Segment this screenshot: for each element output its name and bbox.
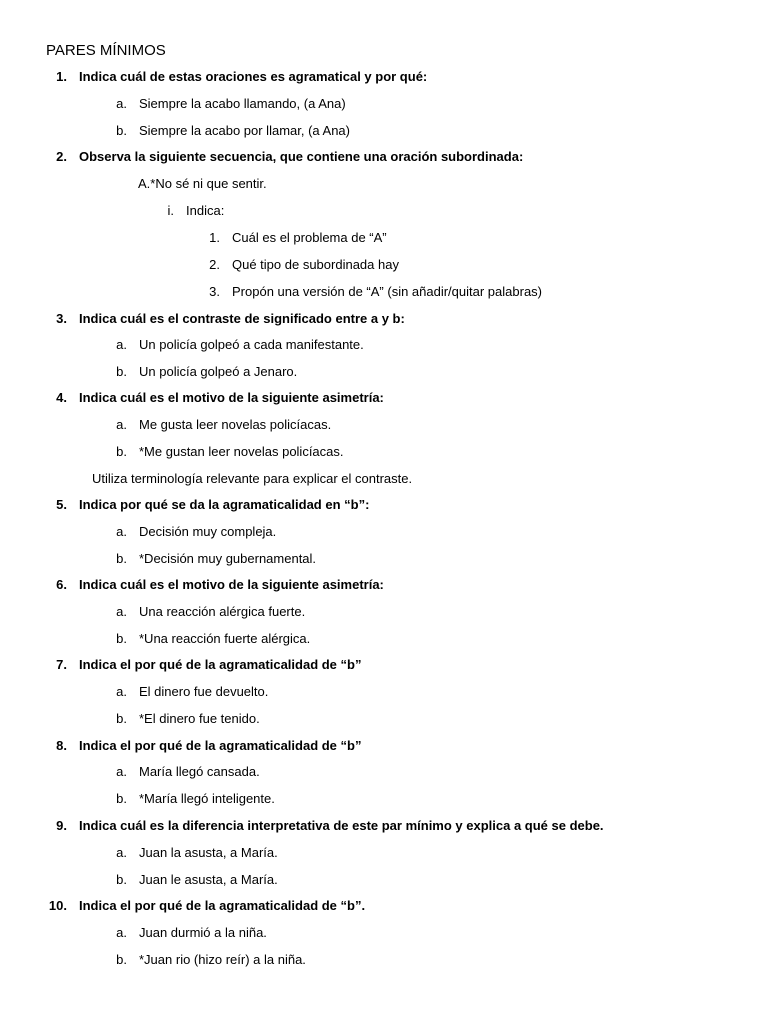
question-item — [0, 657, 768, 673]
item-text: A.*No sé ni que sentir. — [138, 176, 267, 191]
item-text: Juan la asusta, a María. — [139, 845, 278, 860]
list-marker: b. — [116, 711, 127, 726]
item-text: Indica cuál es el motivo de la siguiente asimetría: — [79, 577, 384, 592]
item-text: Indica cuál es la diferencia interpretativa de este par mínimo y explica a qué se debe. — [79, 818, 604, 833]
list-marker: 2. — [209, 257, 220, 272]
list-marker: a. — [116, 96, 127, 111]
item-text: *El dinero fue tenido. — [139, 711, 260, 726]
item-text: María llegó cansada. — [139, 764, 260, 779]
list-marker: 1. — [209, 230, 220, 245]
list-item — [0, 791, 768, 807]
list-item — [0, 337, 768, 353]
list-marker: a. — [116, 684, 127, 699]
item-text: El dinero fue devuelto. — [139, 684, 269, 699]
item-text: Indica cuál de estas oraciones es agramatical y por qué: — [79, 69, 428, 84]
question-item — [0, 311, 768, 327]
list-item — [0, 284, 768, 300]
list-marker: b. — [116, 872, 127, 887]
item-text: Cuál es el problema de “A” — [232, 230, 387, 245]
question-item — [0, 390, 768, 406]
list-marker: b. — [116, 791, 127, 806]
list-item — [0, 96, 768, 112]
list-marker: b. — [116, 551, 127, 566]
list-marker: b. — [116, 444, 127, 459]
item-text: Siempre la acabo por llamar, (a Ana) — [139, 123, 350, 138]
list-marker: b. — [116, 123, 127, 138]
list-item — [0, 551, 768, 567]
list-item — [0, 364, 768, 380]
list-item — [0, 123, 768, 139]
list-marker: 4. — [56, 390, 67, 405]
list-item — [0, 417, 768, 433]
list-item — [0, 524, 768, 540]
item-text: *María llegó inteligente. — [139, 791, 275, 806]
list-marker: 2. — [56, 149, 67, 164]
list-item — [0, 764, 768, 780]
list-item — [0, 471, 768, 487]
list-item — [0, 711, 768, 727]
item-text: Indica el por qué de la agramaticalidad de “b”. — [79, 898, 366, 913]
item-text: *Una reacción fuerte alérgica. — [139, 631, 311, 646]
list-marker: 10. — [48, 898, 67, 913]
item-text: Indica cuál es el contraste de significado entre a y b: — [79, 311, 405, 326]
list-marker: 7. — [56, 657, 67, 672]
list-item — [0, 604, 768, 620]
item-text: Un policía golpeó a cada manifestante. — [139, 337, 364, 352]
question-item — [0, 577, 768, 593]
list-item — [0, 925, 768, 941]
list-item — [0, 444, 768, 460]
item-text: Indica por qué se da la agramaticalidad en “b”: — [79, 497, 370, 512]
page-title: PARES MÍNIMOS — [46, 42, 166, 59]
question-item — [0, 149, 768, 165]
list-marker: a. — [116, 604, 127, 619]
item-text: Siempre la acabo llamando, (a Ana) — [139, 96, 346, 111]
list-marker: a. — [116, 845, 127, 860]
item-text: Utiliza terminología relevante para explicar el contraste. — [92, 471, 413, 486]
item-text: Decisión muy compleja. — [139, 524, 277, 539]
item-text: Una reacción alérgica fuerte. — [139, 604, 306, 619]
list-item — [0, 872, 768, 888]
list-marker: b. — [116, 364, 127, 379]
list-marker: i. — [167, 203, 174, 218]
list-marker: a. — [116, 524, 127, 539]
list-marker: a. — [116, 417, 127, 432]
list-marker: 1. — [56, 69, 67, 84]
list-item — [0, 845, 768, 861]
list-marker: b. — [116, 631, 127, 646]
item-text: Indica el por qué de la agramaticalidad de “b” — [79, 738, 362, 753]
list-marker: b. — [116, 952, 127, 967]
list-item — [0, 203, 768, 219]
list-item — [0, 631, 768, 647]
item-text: Indica: — [186, 203, 225, 218]
item-text: Indica el por qué de la agramaticalidad de “b” — [79, 657, 362, 672]
list-item — [0, 257, 768, 273]
item-text: Juan durmió a la niña. — [139, 925, 267, 940]
list-item — [0, 176, 768, 192]
question-item — [0, 818, 768, 834]
item-text: Juan le asusta, a María. — [139, 872, 278, 887]
list-item — [0, 952, 768, 968]
question-item — [0, 738, 768, 754]
item-text: Un policía golpeó a Jenaro. — [139, 364, 298, 379]
list-item — [0, 684, 768, 700]
item-text: *Decisión muy gubernamental. — [139, 551, 317, 566]
list-marker: 6. — [56, 577, 67, 592]
list-marker: a. — [116, 764, 127, 779]
list-marker: 9. — [56, 818, 67, 833]
list-marker: 5. — [56, 497, 67, 512]
item-text: Observa la siguiente secuencia, que contiene una oración subordinada: — [79, 149, 524, 164]
item-text: Propón una versión de “A” (sin añadir/quitar palabras) — [232, 284, 543, 299]
item-text: Qué tipo de subordinada hay — [232, 257, 399, 272]
list-marker: 3. — [56, 311, 67, 326]
list-item — [0, 230, 768, 246]
item-text: *Me gustan leer novelas policíacas. — [139, 444, 344, 459]
item-text: Indica cuál es el motivo de la siguiente asimetría: — [79, 390, 384, 405]
item-text: *Juan rio (hizo reír) a la niña. — [139, 952, 306, 967]
list-marker: a. — [116, 337, 127, 352]
list-marker: 3. — [209, 284, 220, 299]
item-text: Me gusta leer novelas policíacas. — [139, 417, 332, 432]
question-item — [0, 898, 768, 914]
question-item — [0, 497, 768, 513]
list-marker: a. — [116, 925, 127, 940]
question-item — [0, 69, 768, 85]
list-marker: 8. — [56, 738, 67, 753]
